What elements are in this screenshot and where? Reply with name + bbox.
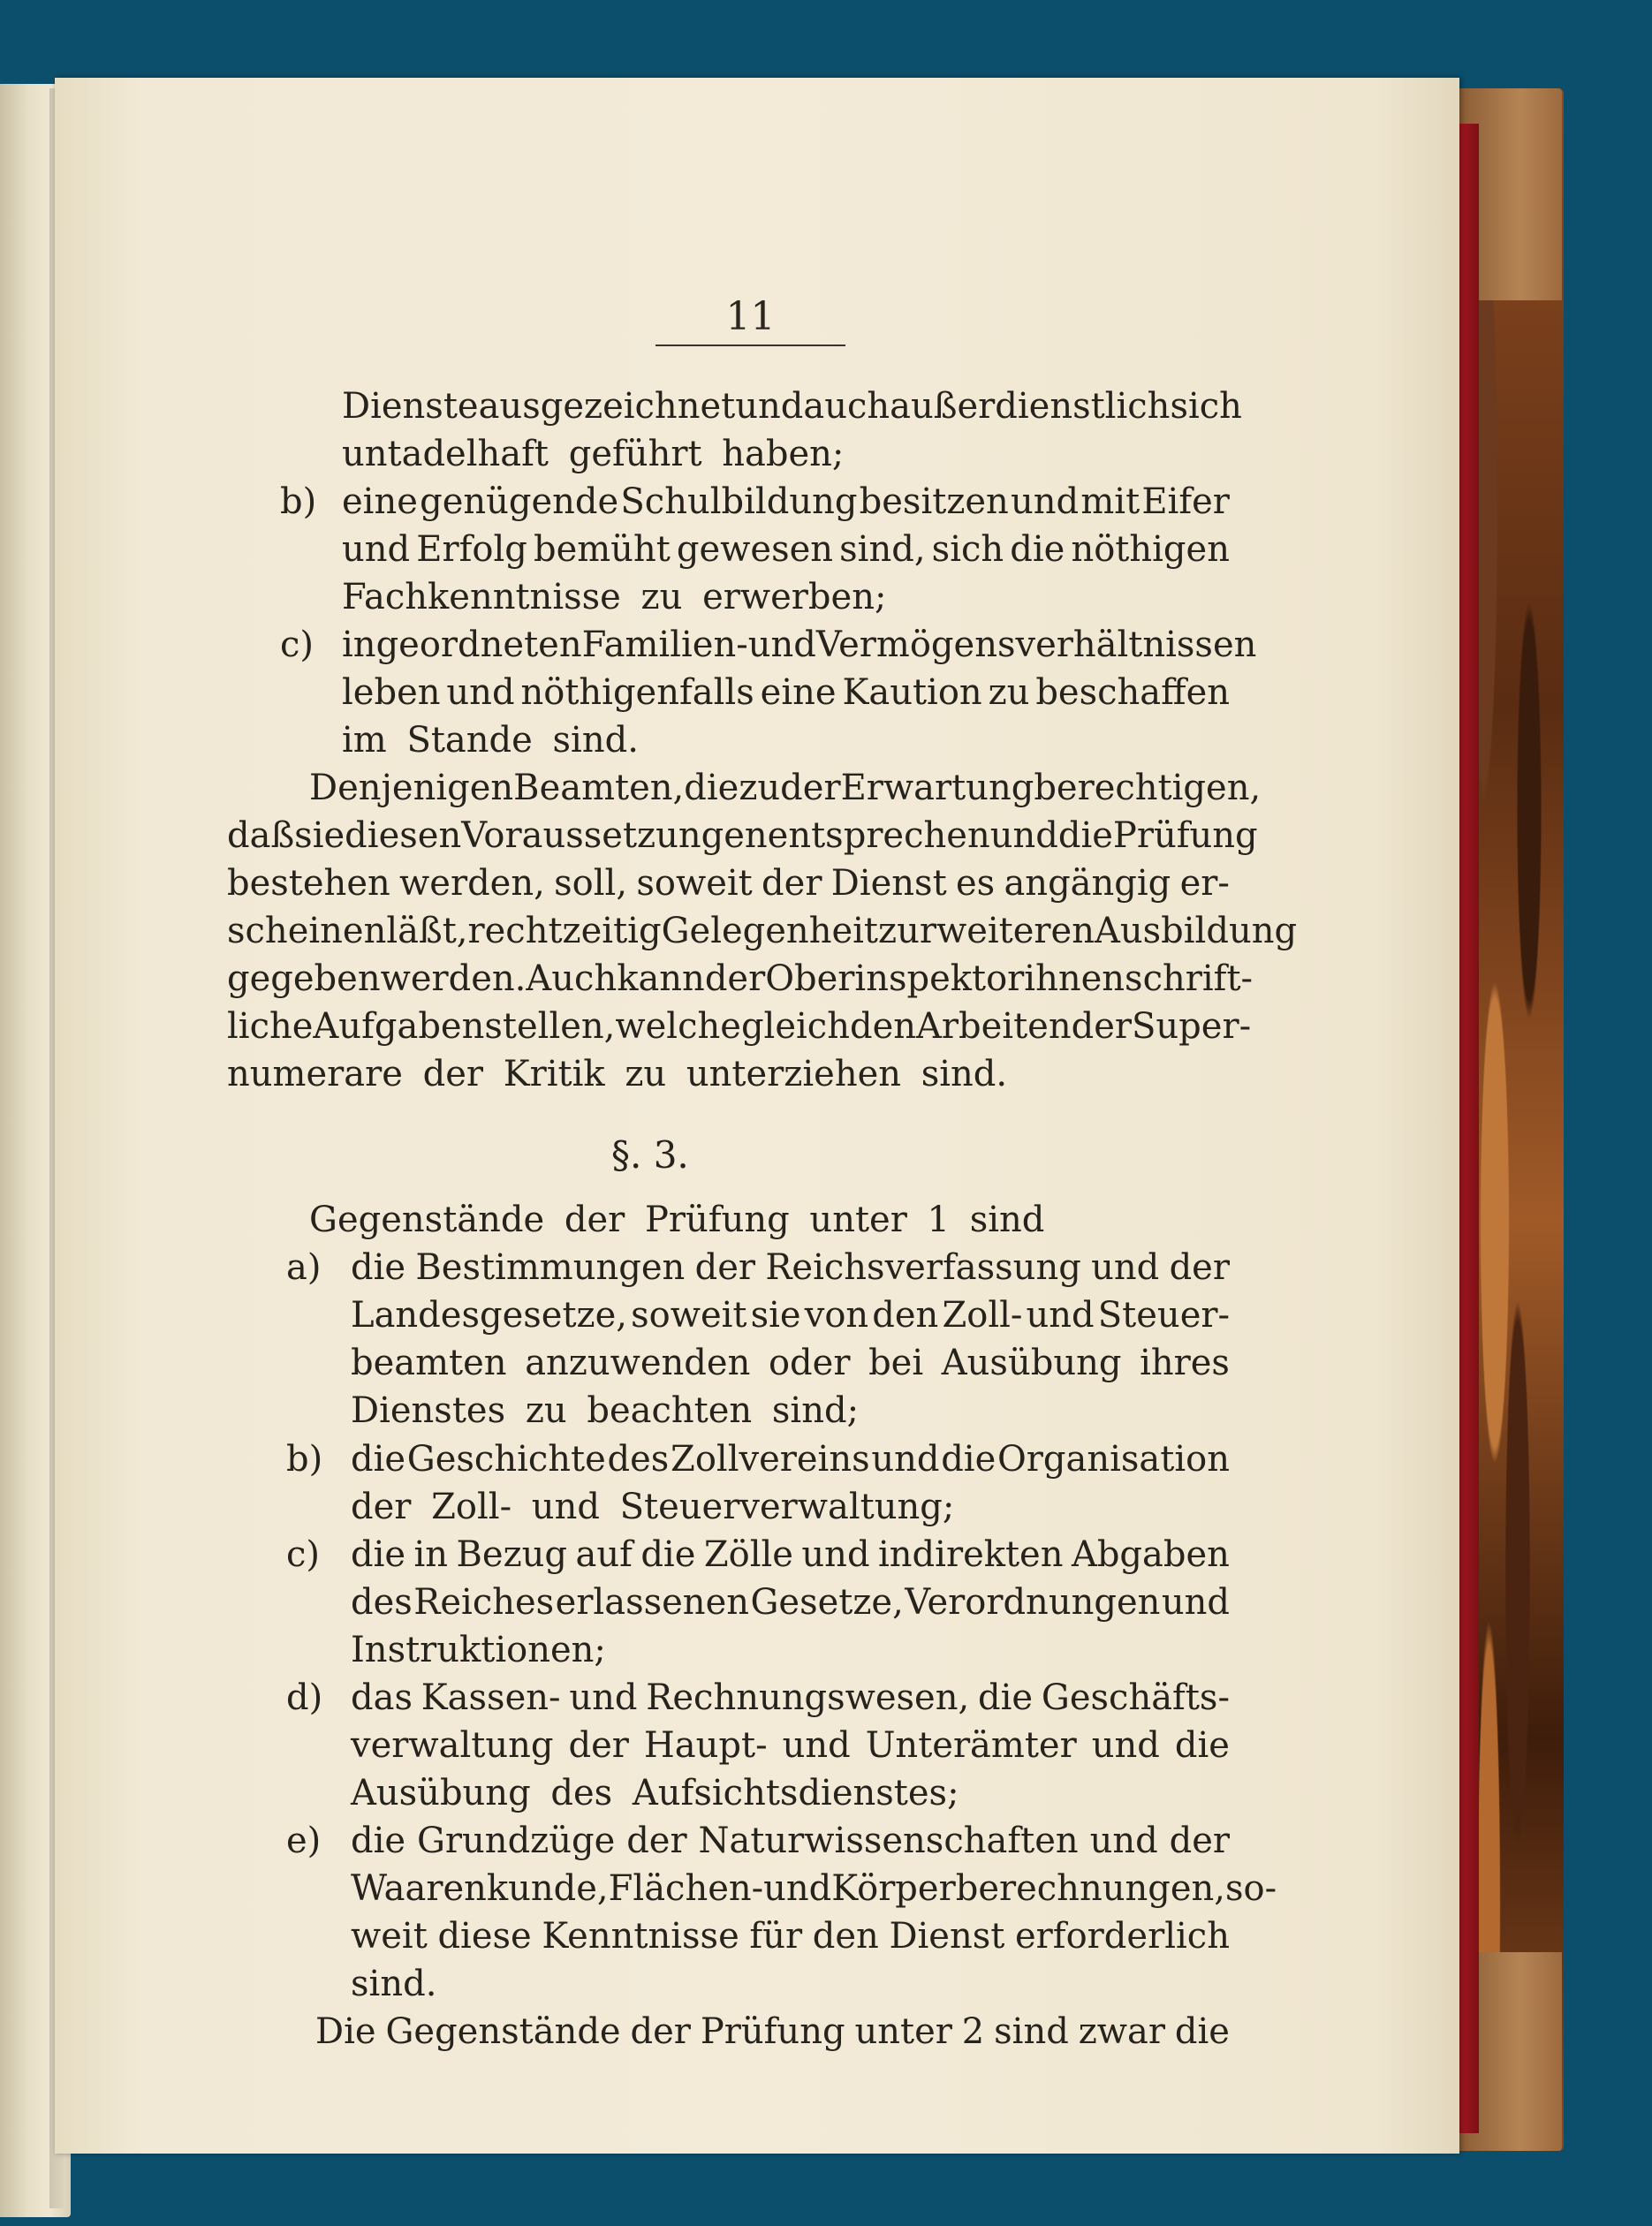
text-line: im Stande sind. [342,720,639,761]
section-line: die in Bezug auf die Zölle und indirekten Abgaben [351,1534,1230,1575]
section-line: die Geschichte des Zollvereins und die Organisation [351,1439,1230,1480]
section-line: Dienstes zu beachten sind; [351,1390,860,1431]
section-line: Gegenstände der Prüfung unter 1 sind [309,1200,1045,1240]
section-line: verwaltung der Haupt- und Unterämter und die [351,1725,1230,1766]
section-line: weit diese Kenntnisse für den Dienst erforderlich [351,1916,1230,1957]
section-line: die Bestimmungen der Reichsverfassung und der [351,1247,1230,1288]
section-line: Die Gegenstände der Prüfung unter 2 sind zwar die [315,2011,1230,2052]
section-line: das Kassen- und Rechnungswesen, die Geschäfts- [351,1677,1230,1718]
paragraph-line: numerare der Kritik zu unterziehen sind. [227,1054,1008,1094]
list-marker-b: b) [280,481,317,522]
section-line: der Zoll- und Steuerverwaltung; [351,1487,955,1527]
page-text [55,78,1459,2154]
section-line: Waarenkunde, Flächen- und Körperberechnungen, so- [351,1868,1277,1909]
paragraph-line: daß sie diesen Voraussetzungen entsprechen und die Prüfung [227,815,1258,856]
list-marker-c: c) [280,625,314,665]
text-line: und Erfolg bemüht gewesen sind, sich die nöthigen [342,529,1230,570]
page-number: 11 [655,294,845,346]
list-marker-d: d) [286,1677,323,1718]
section-line: beamten anzuwenden oder bei Ausübung ihres [351,1343,1230,1383]
paragraph-line: gegeben werden. Auch kann der Oberinspektor ihnen schrift- [227,958,1254,999]
list-marker-c: c) [286,1534,321,1575]
book-page [55,78,1459,2154]
text-line: Fachkenntnisse zu erwerben; [342,577,887,617]
section-line: sind. [351,1964,437,2004]
text-line: in geordneten Familien- und Vermögensverhältnissen [342,625,1257,665]
section-line: Ausübung des Aufsichtsdienstes; [351,1773,959,1813]
section-line: Landesgesetze, soweit sie von den Zoll- und Steuer- [351,1295,1230,1336]
paragraph-line: scheinen läßt, rechtzeitig Gelegenheit zur weiteren Ausbildung [227,911,1298,951]
paragraph-line: bestehen werden, soll, soweit der Dienst es angängig er- [227,863,1230,904]
paragraph-line: Denjenigen Beamten, die zu der Erwartung berechtigen, [309,768,1262,808]
list-marker-a: a) [286,1247,322,1288]
text-line: eine genügende Schulbildung besitzen und mit Eifer [342,481,1230,522]
section-line: Instruktionen; [351,1630,606,1670]
section-heading: §. 3. [611,1133,689,1177]
list-marker-e: e) [286,1821,322,1861]
text-line: leben und nöthigenfalls eine Kaution zu beschaffen [342,672,1230,713]
section-line: des Reiches erlassenen Gesetze, Verordnungen und [351,1582,1230,1623]
section-line: die Grundzüge der Naturwissenschaften und der [351,1821,1230,1861]
paragraph-line: liche Aufgaben stellen, welche gleich den Arbeiten der Super- [227,1006,1252,1047]
list-marker-b: b) [286,1439,323,1480]
text-line: untadelhaft geführt haben; [342,434,845,474]
text-line: Dienste ausgezeichnet und auch außerdienstlich sich [342,386,1242,427]
